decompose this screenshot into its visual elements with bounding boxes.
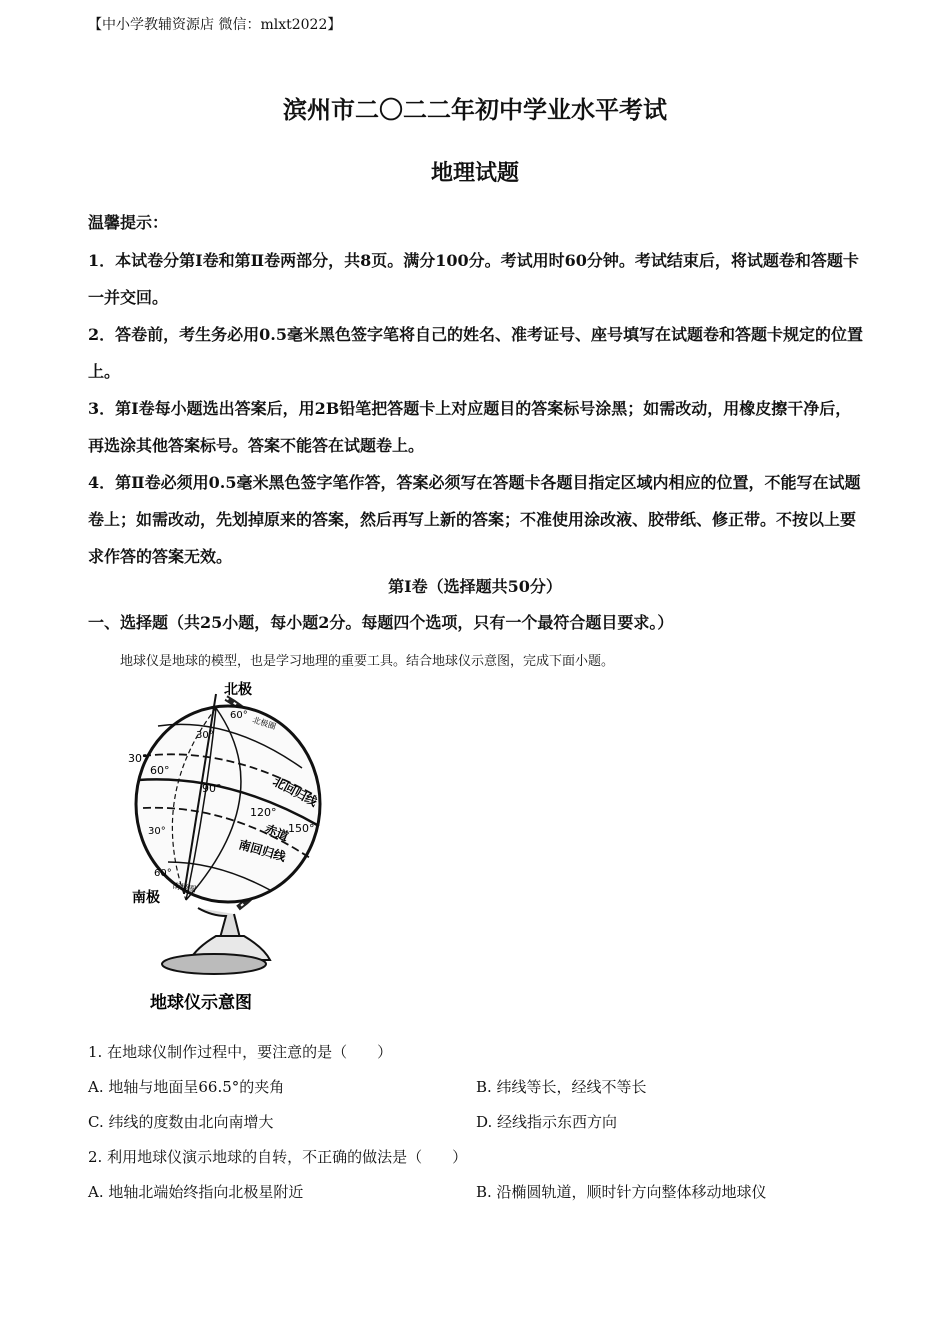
question-stem: 2. 利用地球仪演示地球的自转，不正确的做法是（ ） [88,1148,468,1166]
degree-label: 60° [154,868,172,879]
question-option: D. 经线指示东西方向 [476,1113,618,1131]
exam-subtitle: 地理试题 [430,160,519,186]
tip-item: 3．第Ⅰ卷每小题选出答案后，用2B铅笔把答题卡上对应题目的答案标号涂黑；如需改动，用橡皮擦干净后，再选涂其他答案标号。答案不能答在试题卷上。 [88,399,852,455]
globe-figure [88,676,378,1016]
figure-caption: 地球仪示意图 [150,993,252,1013]
question-stem: 1. 在地球仪制作过程中，要注意的是（ ） [88,1043,393,1061]
exam-title: 滨州市二〇二二年初中学业水平考试 [283,95,667,124]
globe-illustration [88,676,378,1016]
arctic-circle-label: 北极圈 [251,715,277,732]
tip-item: 2．答卷前，考生务必用0.5毫米黑色签字笔将自己的姓名、准考证号、座号填写在试题卷和答题卡规定的位置上。 [88,325,863,381]
section-title: 第Ⅰ卷（选择题共50分） [388,577,562,596]
tip-item: 4．第Ⅱ卷必须用0.5毫米黑色签字笔作答，答案必须写在答题卡各题目指定区域内相应的位置，不能写在试题卷上；如需改动，先划掉原来的答案，然后再写上新的答案；不准使用涂改液、胶带纸、修正带。不按以上要求作答的答案无效。 [88,473,861,566]
globe-stand-base [162,954,266,974]
tips-list [88,242,864,575]
north-pole-label: 北极 [224,682,252,698]
part-title: 一、选择题（共25小题，每小题2分。每题四个选项，只有一个最符合题目要求。） [88,613,674,632]
question-option: C. 纬线的度数由北向南增大 [88,1113,274,1131]
degree-label: 30° [196,730,214,741]
header-note: 【中小学教辅资源店 微信：mlxt2022】 [88,17,342,33]
tip-item: 1．本试卷分第Ⅰ卷和第Ⅱ卷两部分，共8页。满分100分。考试用时60分钟。考试结束后，将试题卷和答题卡一并交回。 [88,251,859,307]
tips-heading: 温馨提示： [88,213,169,232]
degree-label: 30° [128,752,148,765]
tropic-capricorn-label: 南回归线 [237,837,288,865]
question-intro: 地球仪是地球的模型，也是学习地理的重要工具。结合地球仪示意图，完成下面小题。 [120,654,615,669]
question-option: B. 纬线等长，经线不等长 [476,1078,647,1096]
degree-label: 60° [150,764,170,777]
globe-stand-neck [198,908,240,938]
degree-label: 30° [148,826,166,837]
south-pole-label: 南极 [132,890,160,906]
degree-label: 150° [288,822,315,835]
degree-label: 60° [230,710,248,721]
antarctic-circle-label: 南极圈 [171,881,197,895]
degree-label: 120° [250,806,277,819]
tropic-cancer-label: 北回归线 [270,774,320,810]
question-option: A. 地轴与地面呈66.5°的夹角 [88,1078,285,1096]
question-option: B. 沿椭圆轨道，顺时针方向整体移动地球仪 [476,1183,767,1201]
degree-label: 90° [202,782,222,795]
question-option: A. 地轴北端始终指向北极星附近 [88,1183,304,1201]
equator-label: 赤道 [262,821,291,844]
